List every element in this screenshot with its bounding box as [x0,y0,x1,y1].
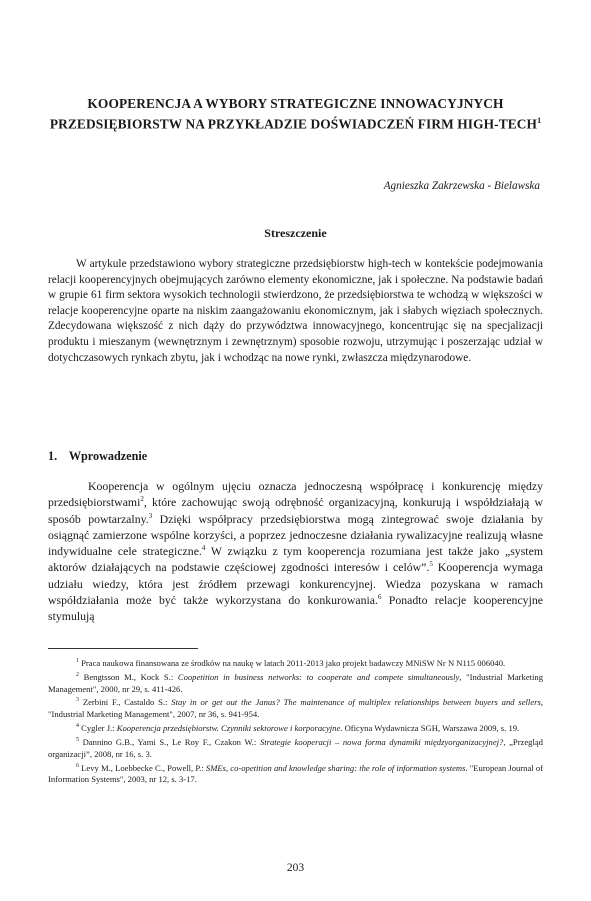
author-name: Agnieszka Zakrzewska - Bielawska [383,180,540,192]
body-text-6: Ponadto relacje kooperencyjne stymulują [48,593,543,624]
footnote-work-title: SMEs, co-opetition and knowledge sharing: the role of information systems [205,762,466,773]
footnote-work-title: Stay in or get out the Janus? The maintenance of multiplex relationships between buyers and sellers [171,697,541,708]
footnote-ref-6: 6 [377,593,382,602]
footnote-ref-4: 4 [201,544,206,553]
footnote-source: , „Przegląd organizacji”, 2008, nr 16, s. 3. [48,736,543,759]
abstract-text: W artykule przedstawiono wybory strategiczne przedsiębiorstw high-tech w kontekście podejmowania relacji kooperencyjnych obejmujących zarówno elementy ekonomiczne, jak i społeczne. Na podstawie badań w grupie 61 firm sektora wysokich technologii stwierdzono, że przedsiębiorstwa te wchodzą w większości w relacje kooperencyjne oparte na niskim zaangażowaniu ekonomicznym, jak i słabych więziach społecznych. Zdecydowana większość z nich dąży do przywództwa innowacyjnego, koncentrując się na specjalizacji produktu i mieszanym (wewnętrznym i zewnętrznym) sposobie rozwoju, utrzymując i poszerzając udział w dotychczasowych rynkach zbytu, jak i wchodząc na nowe rynki, zwłaszcza międzynarodowe. [48,258,543,364]
section-heading [48,449,147,464]
abstract-heading: Streszczenie [264,226,327,240]
footnote-author: Cygler J.: [81,722,117,733]
footnote [48,735,543,761]
footnote [48,761,543,787]
section-number: 1. [48,449,58,463]
footnote-number: 4 [76,723,79,730]
footnote-ref-5: 5 [429,560,433,569]
footnote [48,670,543,696]
footnote [48,695,543,721]
footnotes-block [48,656,543,786]
footnote-number: 3 [76,697,79,704]
footnote-author: Bengtsson M., Kock S.: [83,671,178,682]
footnote-number: 6 [76,762,79,769]
footnote [48,721,543,735]
footnote-source: . Oficyna Wydawnicza SGH, Warszawa 2009, s. 19. [340,722,520,733]
footnote-number: 5 [76,736,79,743]
footnote-work-title: Strategie kooperacji – nowa forma dynamiki międzyorganizacyjnej? [259,736,504,747]
title-footnote-marker: 1 [537,116,542,125]
footnote-source: . "European Journal of Information Systems", 2003, nr 12, s. 3-17. [48,762,543,785]
footnote-source: , "Industrial Marketing Management", 2007, nr 36, s. 941-954. [48,697,543,720]
footnote-author: Levy M., Loebbecke C., Powell, P.: [81,762,206,773]
article-title-text: KOOPERENCJA A WYBORY STRATEGICZNE INNOWACYJNYCH PRZEDSIĘBIORSTW NA PRZYKŁADZIE DOŚWIADCZEŃ FIRM HIGH-TECH [49,96,538,132]
footnote-number: 2 [76,671,79,678]
footnote [48,656,543,670]
footnote-work-title: Coopetition in business networks: to cooperate and compete simultaneously [177,671,460,682]
footnote-ref-2: 2 [140,495,144,504]
body-text-4: W związku z tym kooperencja rozumiana jest także jako „system aktorów działających na podstawie częściowej zgodności interesów i celów”. [48,544,543,575]
body-text-2: , które zachowując swoją odrębność organizacyjną, konkurują i współdziałają w sposób powtarzalny. [48,495,543,526]
footnote-author: Dannino G.B., Yami S., Le Roy F., Czakon W.: [82,736,260,747]
footnote-ref-3: 3 [148,511,153,520]
footnote-number: 1 [76,658,79,664]
footnote-work-title: Kooperencja przedsiębiorstw. Czynniki sektorowe i korporacyjne [116,722,341,733]
section-title: Wprowadzenie [68,449,148,463]
footnote-divider [48,648,198,649]
body-paragraph [48,478,543,625]
article-title [40,95,551,132]
body-text-1: Kooperencja w ogólnym ujęciu oznacza jednoczesną współpracę i konkurencję między przedsiębiorstwami [48,479,543,510]
body-text-5: Kooperencja wymaga udziału wiedzy, która jest źródłem przewagi konkurencyjnej. Wiedza pozyskana w ramach współdziałania może być także wykorzystana do konkurowania. [48,560,543,608]
body-text-3: Dzięki współpracy przedsiębiorstwa mogą zintegrować swoje działania by osiągnąć zamierzone wspólne korzyści, a poprzez jednoczesne działania rywalizacyjne realizują własne indywidualne cele strategiczne. [48,511,544,559]
footnote-text: Praca naukowa finansowana ze środków na naukę w latach 2011-2013 jako projekt badawczy MNiSW Nr N N115 006040. [81,657,506,668]
footnote-author: Zerbini F., Castaldo S.: [82,697,172,708]
page-number: 203 [286,862,305,874]
footnote-source: , "Industrial Marketing Management", 2000, nr 29, s. 411-426. [48,671,543,694]
